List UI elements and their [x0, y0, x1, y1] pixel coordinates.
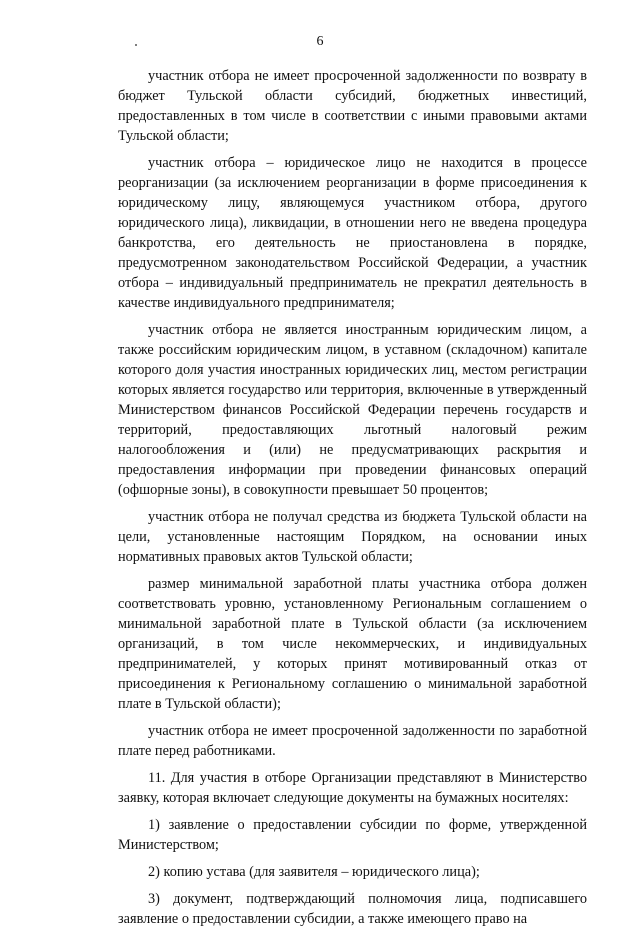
paragraph: 11. Для участия в отборе Организации представляют в Министерство заявку, которая включает следующие документы на бумажных носителях:	[118, 770, 587, 806]
document-body	[118, 66, 587, 936]
paragraph: участник отбора не получал средства из бюджета Тульской области на цели, установленные настоящим Порядком, на основании иных нормативных правовых актов Тульской области;	[118, 509, 587, 565]
page-number: 6	[316, 34, 324, 49]
paragraph: участник отбора не имеет просроченной задолженности по заработной плате перед работниками.	[118, 723, 587, 759]
paragraph: размер минимальной заработной платы участника отбора должен соответствовать уровню, установленному Региональным соглашением о минимальной заработной плате в Тульской области (за исключением организаций, в том числе некоммерческих, и индивидуальных предпринимателей, у которых принят мотивированный отказ от присоединения к Региональному соглашению о минимальной заработной плате в Тульской области);	[118, 576, 587, 712]
paragraph: участник отбора не имеет просроченной задолженности по возврату в бюджет Тульской области субсидий, бюджетных инвестиций, предоставленных в том числе в соответствии с иными правовыми актами Тульской области;	[118, 68, 587, 144]
paragraph: 2) копию устава (для заявителя – юридического лица);	[148, 864, 480, 880]
paragraph: участник отбора – юридическое лицо не находится в процессе реорганизации (за исключением реорганизации в форме присоединения к юридическому лицу, являющемуся участником отбора, другого юридического лица), ликвидации, в отношении него не введена процедура банкротства, его деятельность не приостановлена в порядке, предусмотренном законодательством Российской Федерации, а участник отбора – индивидуальный предприниматель не прекратил деятельность в качестве индивидуального предпринимателя;	[118, 155, 587, 311]
paragraph: 1) заявление о предоставлении субсидии по форме, утвержденной Министерством;	[118, 817, 587, 853]
paragraph: 3) документ, подтверждающий полномочия лица, подписавшего заявление о предоставлении субсидии, а также имеющего право на	[118, 891, 587, 927]
paragraph: участник отбора не является иностранным юридическим лицом, а также российским юридическим лицом, в уставном (складочном) капитале которого доля участия иностранных юридических лиц, местом регистрации которых является государство или территория, включенные в утвержденный Министерством финансов Российской Федерации перечень государств и территорий, предоставляющих льготный налоговый режим налогообложения и (или) не предусматривающих раскрытия и предоставления информации при проведении финансовых операций (офшорные зоны), в совокупности превышает 50 процентов;	[118, 322, 587, 498]
